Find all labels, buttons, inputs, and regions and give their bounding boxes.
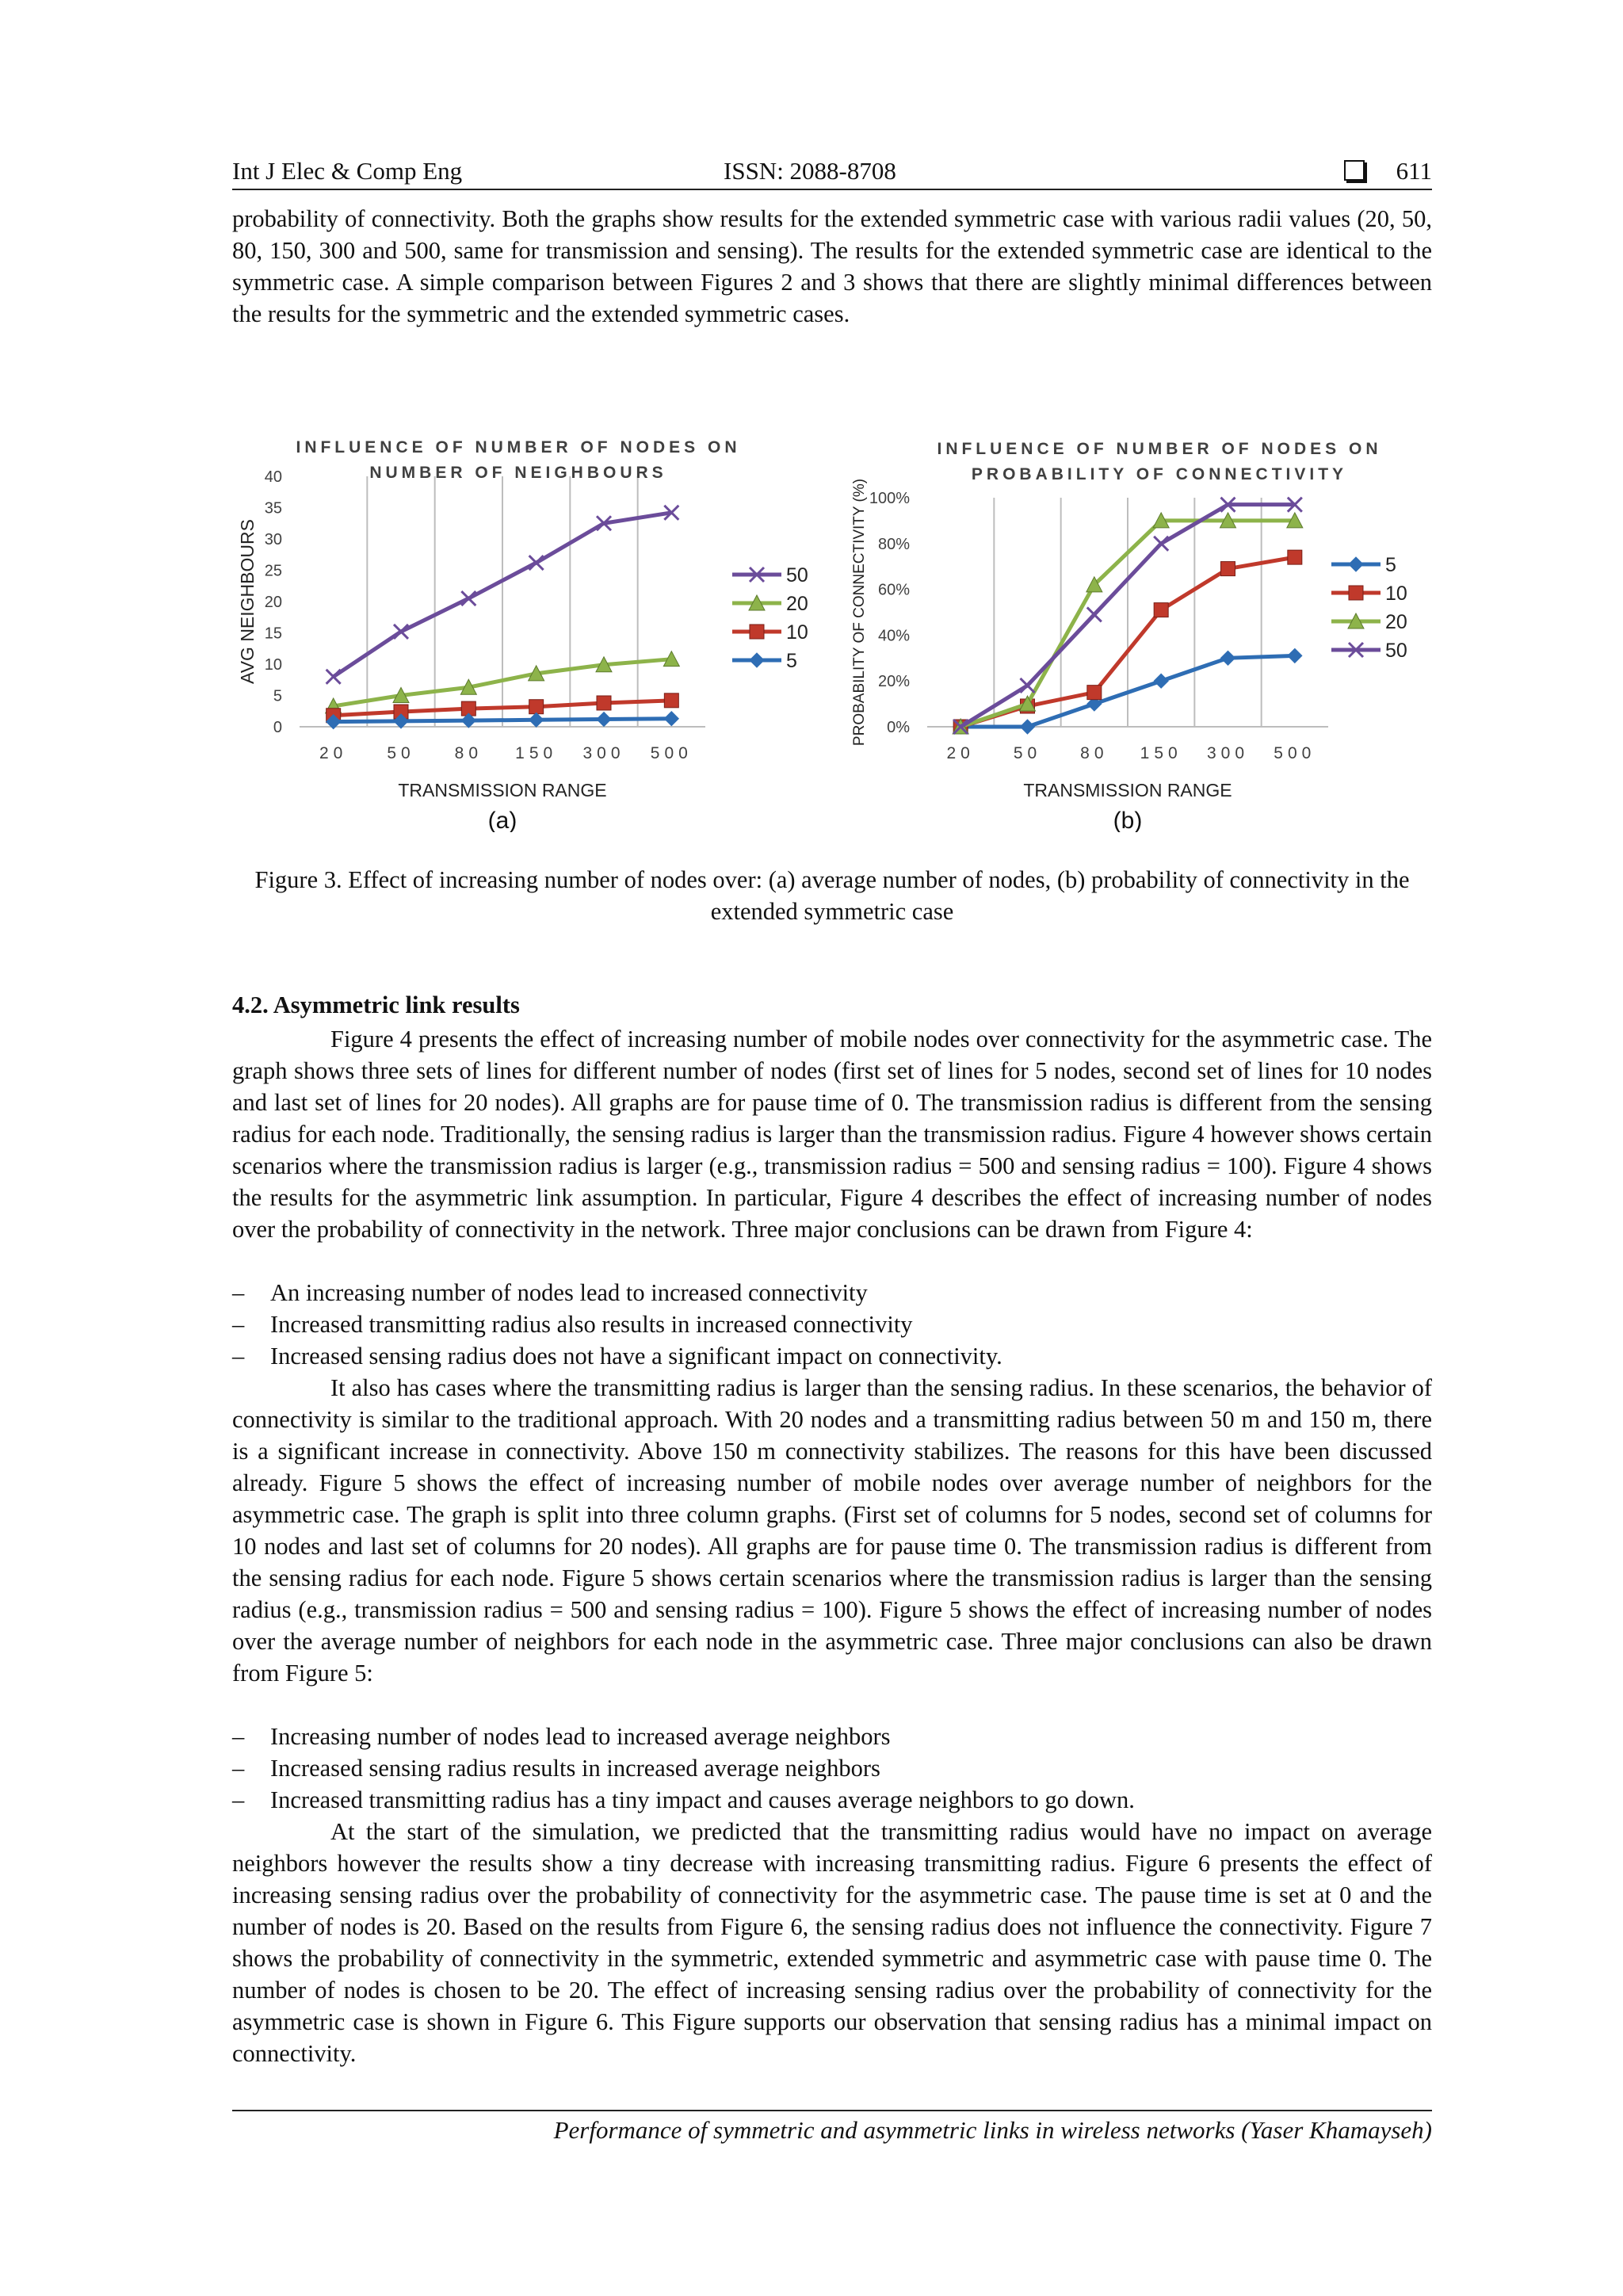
x-tick-label: 80 — [1080, 744, 1109, 762]
page-header — [232, 154, 1432, 190]
square-bullet-icon — [1344, 160, 1365, 181]
y-tick-label: 0% — [887, 719, 910, 736]
x-axis-label: TRANSMISSION RANGE — [1023, 780, 1232, 800]
data-point-5 — [529, 712, 544, 727]
x-tick-label: 150 — [515, 744, 558, 762]
y-tick-label: 40% — [877, 627, 910, 645]
legend-label: 50 — [1385, 640, 1407, 662]
x-tick-label: 500 — [1274, 744, 1316, 762]
data-point-5 — [597, 712, 611, 727]
data-point-10 — [597, 696, 611, 710]
x-tick-label: 20 — [946, 744, 975, 762]
chart-title-line-1: INFLUENCE OF NUMBER OF NODES ON — [937, 440, 1382, 458]
x-tick-label: 80 — [454, 744, 483, 762]
data-point-5 — [1221, 651, 1235, 665]
x-tick-label: 20 — [319, 744, 348, 762]
data-point-10 — [1087, 686, 1102, 700]
section-paragraph-2: It also has cases where the transmitting radius is larger than the sensing radius. In these scenarios, the behavior of connectivity is similar to the traditional approach. With 20 nodes and a transmitting radius between 50 m and 150 m, there is a significant increase in connectivity. Above 150 m connectivity stabilizes. The reasons for this have been discussed already. Figure 5 shows the effect of increasing number of mobile nodes over average number of neighbors for the asymmetric case. The graph is split into three column graphs. (First set of columns for 5 nodes, second set of columns for 10 nodes and last set of columns for 20 nodes). All graphs are for pause time 0. The transmission radius is different from the sensing radius for each node. Figure 5 shows certain scenarios where the transmission radius is larger than the sensing radius (e.g., transmission radius = 500 and sensing radius = 100). Figure 5 shows the effect of increasing number of nodes over the average number of neighbors for each node in the asymmetric case. Three major conclusions can also be drawn from Figure 5: — [232, 1374, 1432, 1687]
x-axis-label: TRANSMISSION RANGE — [398, 780, 607, 800]
legend-label: 10 — [1385, 583, 1407, 605]
y-axis-label: AVG NEIGHBOURS — [237, 519, 258, 684]
legend-label: 5 — [1385, 554, 1396, 576]
x-tick-label: 150 — [1140, 744, 1182, 762]
legend-marker-5 — [750, 653, 764, 667]
section-heading: 4.2. Asymmetric link results — [232, 991, 520, 1018]
x-tick-label: 300 — [1206, 744, 1250, 762]
subfigure-label: (b) — [1113, 808, 1143, 832]
list-item: – Increased sensing radius results in increased average neighbors — [232, 1755, 880, 1782]
legend-marker-10 — [750, 625, 764, 639]
y-tick-label: 40 — [264, 468, 282, 486]
footer-text: Performance of symmetric and asymmetric links in wireless networks (Yaser Khamayseh) — [553, 2116, 1432, 2144]
data-point-50 — [327, 670, 341, 684]
chart-title-line-2: PROBABILITY OF CONNECTIVITY — [971, 465, 1348, 483]
list-item: – Increased transmitting radius also results in increased connectivity — [232, 1311, 913, 1338]
y-tick-label: 20% — [877, 673, 910, 691]
y-tick-label: 5 — [273, 687, 282, 705]
list-item: – Increased transmitting radius has a tiny impact and causes average neighbors to go down. — [232, 1786, 1135, 1813]
list-item: – Increasing number of nodes lead to increased average neighbors — [232, 1723, 891, 1750]
legend-label: 50 — [786, 564, 808, 586]
y-tick-label: 80% — [877, 535, 910, 553]
legend-label: 20 — [786, 593, 808, 615]
y-axis-label: PROBABILITY OF CONNECTIVITY (%) — [851, 478, 868, 747]
page-number: 611 — [1396, 157, 1432, 185]
data-point-5 — [1021, 720, 1035, 734]
chart-connectivity — [840, 428, 1442, 832]
legend-label: 5 — [786, 650, 797, 672]
y-tick-label: 10 — [264, 656, 282, 674]
y-tick-label: 25 — [264, 562, 282, 580]
y-tick-label: 15 — [264, 625, 282, 643]
data-point-10 — [664, 693, 678, 708]
x-tick-label: 500 — [650, 744, 693, 762]
y-tick-label: 60% — [877, 581, 910, 599]
legend-marker-5 — [1349, 557, 1363, 571]
footer-rule — [232, 2110, 1432, 2111]
y-tick-label: 100% — [869, 490, 910, 507]
data-point-50 — [1087, 607, 1102, 621]
section-paragraph-1: Figure 4 presents the effect of increasing number of mobile nodes over connectivity for the asymmetric case. The graph shows three sets of lines for different number of nodes (first set of lines for 5 nodes, second set of lines for 10 nodes and last set of lines for 20 nodes). All graphs are for pause time of 0. The transmission radius is different from the sensing radius for each node. Traditionally, the sensing radius is larger than the transmission radius. Figure 4 however shows certain scenarios where the transmission radius is larger (e.g., transmission radius = 500 and sensing radius = 100). Figure 4 shows the results for the asymmetric link assumption. In particular, Figure 4 describes the effect of increasing number of nodes over the probability of connectivity in the network. Three major conclusions can be drawn from Figure 4: — [232, 1026, 1432, 1243]
data-point-10 — [1154, 603, 1168, 617]
series-line-5 — [334, 719, 672, 722]
bullet-list-2 — [232, 1721, 1432, 1816]
data-point-50 — [529, 556, 544, 570]
chart-title-line-1: INFLUENCE OF NUMBER OF NODES ON — [296, 438, 741, 457]
data-point-50 — [394, 625, 408, 639]
chart-neighbours — [230, 428, 832, 832]
list-item: – Increased sensing radius does not have a significant impact on connectivity. — [232, 1343, 1002, 1370]
x-tick-label: 300 — [582, 744, 625, 762]
y-tick-label: 35 — [264, 499, 282, 518]
data-point-5 — [1154, 674, 1168, 688]
page-number-wrap — [1344, 157, 1432, 185]
data-point-5 — [664, 712, 678, 726]
section-paragraph-3: At the start of the simulation, we predicted that the transmitting radius would have no impact on average neighbors however the results show a tiny decrease with increasing transmitting radius. Figure 6 presents the effect of increasing sensing radius over the probability of connectivity for the asymmetric case. The pause time is set at 0 and the number of nodes is 20. Based on the results from Figure 6, the sensing radius does not influence the connectivity. Figure 7 shows the probability of connectivity in the symmetric, extended symmetric and asymmetric case with pause time 0. The number of nodes is chosen to be 20. The effect of increasing sensing radius over the probability of connectivity for the asymmetric case is shown in Figure 6. This Figure supports our observation that sensing radius has a minimal impact on connectivity. — [232, 1818, 1432, 2067]
figure-caption: Figure 3. Effect of increasing number of nodes over: (a) average number of nodes, (b) probability of connectivity in the extended symmetric case — [254, 866, 1410, 925]
data-point-10 — [1288, 550, 1302, 564]
issn: ISSN: 2088-8708 — [724, 157, 896, 185]
data-point-50 — [461, 591, 475, 606]
y-tick-label: 0 — [273, 719, 282, 736]
data-point-50 — [1154, 537, 1168, 551]
y-tick-label: 20 — [264, 594, 282, 611]
data-point-10 — [1221, 562, 1235, 576]
x-tick-label: 50 — [387, 744, 415, 762]
legend-marker-10 — [1349, 586, 1363, 600]
bullet-list-1 — [232, 1277, 1432, 1372]
intro-paragraph: probability of connectivity. Both the graphs show results for the extended symmetric case with various radii values (20, 50, 80, 150, 300 and 500, same for transmission and sensing). The results for the extended symmetric case are identical to the symmetric case. A simple comparison between Figures 2 and 3 shows that there are slightly minimal differences between the results for the symmetric and the extended symmetric cases. — [232, 205, 1432, 327]
subfigure-label: (a) — [487, 808, 517, 832]
x-tick-label: 50 — [1013, 744, 1042, 762]
legend-label: 20 — [1385, 611, 1407, 633]
journal-name: Int J Elec & Comp Eng — [232, 157, 463, 185]
data-point-5 — [1288, 648, 1302, 663]
list-item: – An increasing number of nodes lead to increased connectivity — [232, 1279, 868, 1306]
legend-label: 10 — [786, 621, 808, 644]
data-point-50 — [1021, 678, 1035, 693]
data-point-10 — [529, 700, 544, 714]
y-tick-label: 30 — [264, 531, 282, 548]
chart-title-line-2: NUMBER OF NEIGHBOURS — [369, 464, 667, 482]
